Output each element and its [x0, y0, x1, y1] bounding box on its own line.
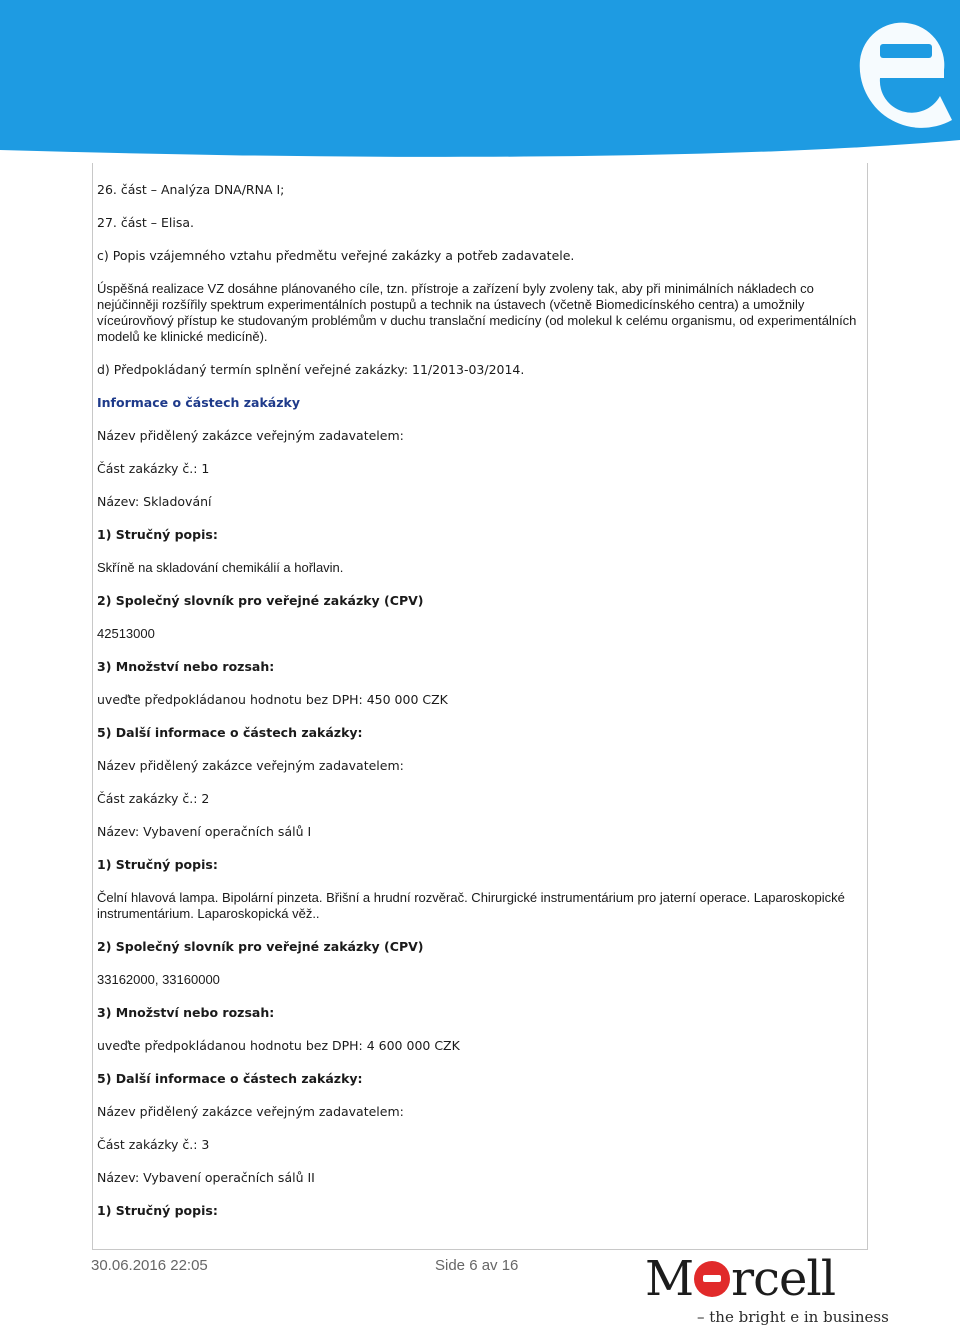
section-heading: Informace o částech zakázky: [97, 395, 300, 410]
part-qty: uveďte předpokládanou hodnotu bez DPH: 4 600 000 CZK: [97, 1038, 460, 1053]
marcell-logo: [645, 1251, 889, 1327]
part-more-label: 5) Další informace o částech zakázky:: [97, 1071, 363, 1086]
part-desc: Čelní hlavová lampa. Bipolární pinzeta. Břišní a hrudní rozvěrač. Chirurgické instrumentárium pro jaterní operace. Laparoskopické instrumentárium. Laparoskopická věž..: [97, 890, 845, 921]
footer-page-number: Side 6 av 16: [435, 1257, 519, 1274]
part-title: Název: Vybavení operačních sálů I: [97, 824, 312, 839]
part-number: Část zakázky č.: 3: [97, 1137, 210, 1152]
logo-e-icon: [694, 1261, 730, 1297]
part-qty-label: 3) Množství nebo rozsah:: [97, 659, 275, 674]
document-body: [97, 182, 857, 1236]
item-line: 27. část – Elisa.: [97, 215, 194, 230]
part-number: Část zakázky č.: 2: [97, 791, 210, 806]
part-cpv: 33162000, 33160000: [97, 972, 220, 987]
part-name-assigned: Název přidělený zakázce veřejným zadavatelem:: [97, 428, 404, 443]
footer-date: 30.06.2016 22:05: [91, 1257, 208, 1274]
part-desc-label: 1) Stručný popis:: [97, 857, 218, 872]
part-title: Název: Skladování: [97, 494, 212, 509]
part-cpv-label: 2) Společný slovník pro veřejné zakázky (CPV): [97, 939, 424, 954]
header-banner: [0, 0, 960, 162]
section-d: d) Předpokládaný termín splnění veřejné zakázky: 11/2013-03/2014.: [97, 362, 525, 377]
item-line: 26. část – Analýza DNA/RNA I;: [97, 182, 285, 197]
part-desc-label: 1) Stručný popis:: [97, 527, 218, 542]
part-cpv-label: 2) Společný slovník pro veřejné zakázky (CPV): [97, 593, 424, 608]
part-number: Část zakázky č.: 1: [97, 461, 210, 476]
section-c: c) Popis vzájemného vztahu předmětu veřejné zakázky a potřeb zadavatele.: [97, 248, 575, 263]
logo-letter-m: M: [645, 1251, 694, 1307]
part-title: Název: Vybavení operačních sálů II: [97, 1170, 315, 1185]
logo-wordmark: [645, 1253, 835, 1305]
logo-tagline: – the bright e in business: [697, 1308, 889, 1326]
part-qty: uveďte předpokládanou hodnotu bez DPH: 450 000 CZK: [97, 692, 448, 707]
page-frame-left: [92, 163, 93, 1250]
part-more-label: 5) Další informace o částech zakázky:: [97, 725, 363, 740]
part-qty-label: 3) Množství nebo rozsah:: [97, 1005, 275, 1020]
logo-letters-rest: rcell: [731, 1251, 836, 1307]
part-cpv: 42513000: [97, 626, 155, 641]
part-desc-label: 1) Stručný popis:: [97, 1203, 218, 1218]
part-desc: Skříně na skladování chemikálií a hořlavin.: [97, 560, 344, 575]
page-frame-right: [867, 163, 868, 1250]
part-name-assigned: Název přidělený zakázce veřejným zadavatelem:: [97, 758, 404, 773]
body-paragraph: Úspěšná realizace VZ dosáhne plánovaného cíle, tzn. přístroje a zařízení byly zvoleny tak, aby při minimálních nákladech co nejúčinněji rozšířily spektrum experimentálních postupů a technik na ústavech (včetně Biomedicínského centra) a umožnily víceúrovňový přístup ke studovaným problémům v duchu translační medicíny (od molekul k celému organismu, od experimentálních modelů ke klinické medicíně).: [97, 281, 857, 344]
page-frame-bottom: [92, 1249, 868, 1250]
part-name-assigned: Název přidělený zakázce veřejným zadavatelem:: [97, 1104, 404, 1119]
banner-graphic: [0, 0, 960, 162]
